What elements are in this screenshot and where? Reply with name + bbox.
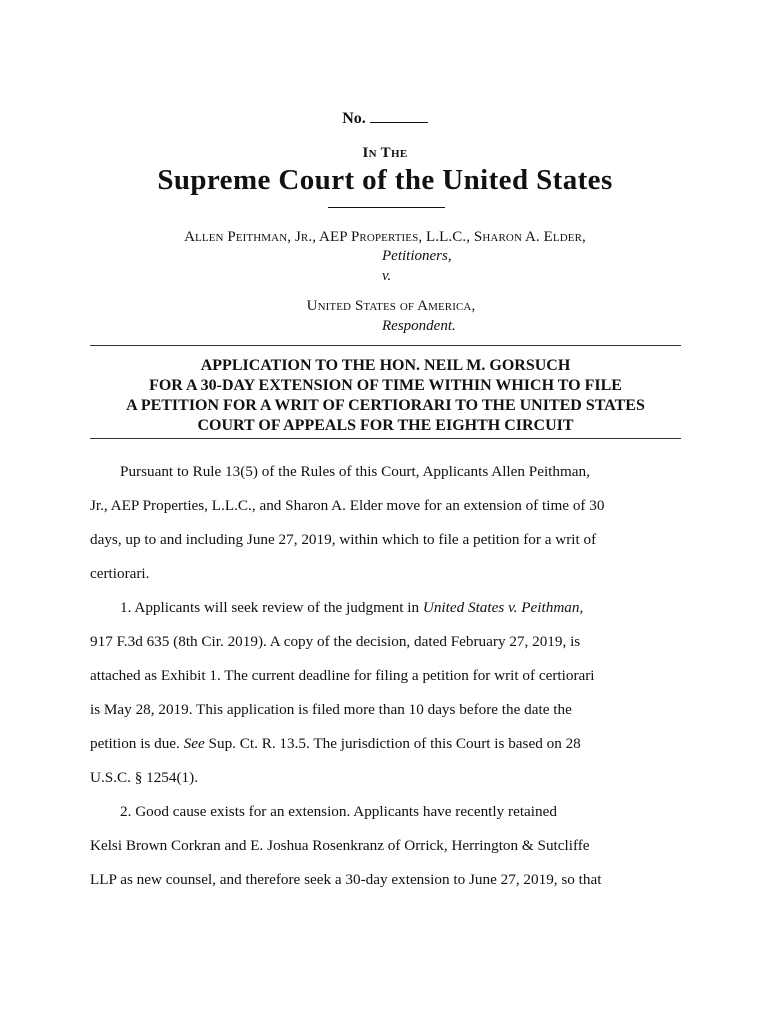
docket-number	[0, 110, 770, 128]
paragraph-1	[90, 591, 690, 795]
text-line: LLP as new counsel, and therefore seek a 30-day extension to June 27, 2019, so that	[90, 871, 602, 888]
caption-line: A PETITION FOR A WRIT OF CERTIORARI TO THE UNITED STATES	[126, 397, 645, 414]
respondent-name: United States of America,	[306, 298, 476, 314]
text-line: U.S.C. § 1254(1).	[90, 769, 199, 786]
case-citation: United States v. Peithman	[422, 599, 580, 616]
caption-line: FOR A 30-DAY EXTENSION OF TIME WITHIN WHICH TO FILE	[149, 377, 622, 394]
docket-label: No.	[342, 110, 366, 127]
in-the-heading: In The	[362, 145, 408, 161]
paragraph-2	[90, 795, 690, 897]
respondent-role: Respondent.	[382, 318, 456, 334]
paragraph-intro	[90, 455, 690, 591]
petitioners-role: Petitioners,	[382, 248, 452, 264]
text-line: attached as Exhibit 1. The current deadline for filing a petition for writ of certiorari	[90, 667, 595, 684]
text-fragment: petition is due.	[90, 735, 184, 752]
versus: v.	[382, 268, 392, 284]
text-line: certiorari.	[90, 565, 150, 582]
application-body	[90, 455, 690, 897]
text-line: Kelsi Brown Corkran and E. Joshua Rosenkranz of Orrick, Herrington & Sutcliffe	[90, 837, 590, 854]
heading-divider	[328, 207, 445, 208]
application-caption	[90, 356, 681, 436]
text-line: 917 F.3d 635 (8th Cir. 2019). A copy of the decision, dated February 27, 2019, is	[90, 633, 581, 650]
caption-line: COURT OF APPEALS FOR THE EIGHTH CIRCUIT	[197, 417, 574, 434]
text-fragment: ,	[579, 599, 584, 616]
text-line: Jr., AEP Properties, L.L.C., and Sharon A. Elder move for an extension of time of 30	[90, 497, 605, 514]
text-line	[90, 591, 690, 625]
text-fragment: 1. Applicants will seek review of the judgment in	[120, 599, 423, 616]
text-line: Pursuant to Rule 13(5) of the Rules of this Court, Applicants Allen Peithman,	[120, 463, 590, 480]
text-line: days, up to and including June 27, 2019, within which to file a petition for a writ of	[90, 531, 597, 548]
petitioners-names: Allen Peithman, Jr., AEP Properties, L.L.C., Sharon A. Elder,	[184, 229, 586, 245]
text-line	[90, 727, 690, 761]
text-line: is May 28, 2019. This application is filed more than 10 days before the date the	[90, 701, 572, 718]
text-fragment: Sup. Ct. R. 13.5. The jurisdiction of this Court is based on 28	[204, 735, 581, 752]
court-name: Supreme Court of the United States	[157, 164, 613, 196]
caption-line: APPLICATION TO THE HON. NEIL M. GORSUCH	[200, 357, 571, 374]
see-signal: See	[183, 735, 205, 752]
caption-bottom-rule	[90, 438, 681, 439]
caption-top-rule	[90, 345, 681, 346]
text-line: 2. Good cause exists for an extension. Applicants have recently retained	[120, 803, 557, 820]
docket-blank-line	[370, 110, 428, 123]
